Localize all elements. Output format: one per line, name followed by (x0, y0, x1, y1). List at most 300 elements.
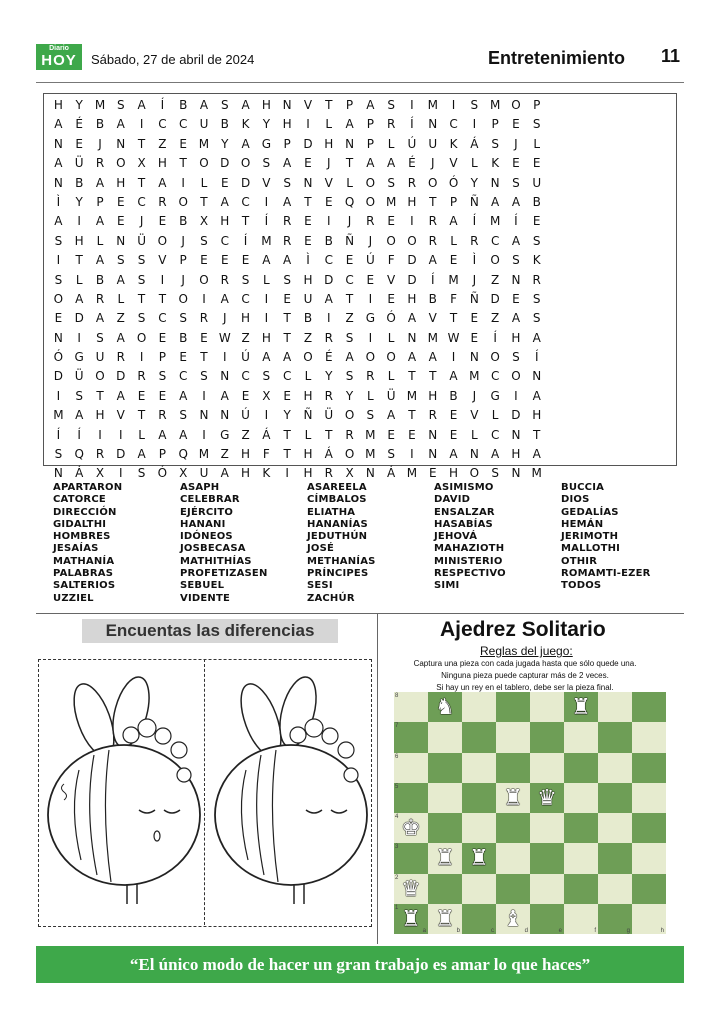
grid-letter: Z (345, 311, 354, 326)
grid-letter: E (449, 408, 458, 423)
grid-letter: S (179, 408, 187, 423)
grid-letter: E (75, 136, 83, 151)
square-g1[interactable] (598, 904, 632, 934)
grid-letter: R (345, 427, 354, 442)
grid-letter: T (283, 330, 291, 345)
grid-letter: S (283, 272, 291, 287)
grid-letter: B (179, 330, 188, 345)
square-e7[interactable] (530, 722, 564, 752)
square-a1[interactable] (394, 904, 428, 934)
grid-letter: O (116, 156, 126, 171)
word-item: JOSÉ (307, 543, 335, 555)
grid-letter: N (428, 447, 438, 462)
quote-banner: “El único modo de hacer un gran trabajo es amar lo que haces” (36, 946, 684, 983)
grid-letter: L (304, 427, 312, 442)
square-f2[interactable] (564, 874, 598, 904)
square-c5[interactable] (462, 783, 496, 813)
chess-piece-b1[interactable]: ♜ (435, 905, 455, 931)
square-d4[interactable] (496, 813, 530, 843)
word-item: CATORCE (53, 494, 106, 506)
grid-letter: S (75, 388, 83, 403)
square-g6[interactable] (598, 753, 632, 783)
grid-letter: B (303, 311, 313, 326)
grid-letter: É (408, 156, 416, 171)
grid-letter: R (199, 311, 209, 326)
grid-row (48, 251, 672, 270)
differences-title: Encuentas las diferencias (82, 619, 338, 643)
square-b7[interactable] (428, 722, 462, 752)
grid-letter: N (116, 136, 126, 151)
grid-letter: B (95, 117, 105, 132)
grid-letter: R (324, 466, 333, 481)
chess-board (394, 692, 666, 934)
grid-letter: O (303, 350, 313, 365)
square-a6[interactable] (394, 753, 428, 783)
square-b1[interactable] (428, 904, 462, 934)
grid-letter: A (199, 98, 209, 112)
word-item: APARTARON (53, 482, 123, 493)
grid-letter: S (262, 369, 271, 384)
grid-letter: U (95, 350, 105, 365)
grid-letter: S (96, 330, 104, 345)
square-f6[interactable] (564, 753, 598, 783)
grid-letter: E (54, 311, 63, 326)
chess-piece-e5[interactable]: ♛ (537, 784, 557, 810)
grid-letter: E (283, 388, 291, 403)
grid-letter: Y (262, 117, 271, 132)
grid-letter: N (469, 350, 479, 365)
word-item: HEMÁN (561, 518, 604, 530)
grid-letter: T (408, 408, 416, 423)
grid-letter: S (532, 311, 541, 326)
grid-letter: R (282, 233, 292, 248)
grid-letter: A (179, 388, 188, 403)
square-f5[interactable] (564, 783, 598, 813)
grid-row (48, 154, 672, 173)
square-e8[interactable] (530, 692, 564, 722)
grid-letter: C (137, 194, 146, 209)
grid-letter: A (491, 194, 500, 209)
square-f8[interactable] (564, 692, 598, 722)
square-b3[interactable] (428, 843, 462, 873)
grid-letter: D (74, 311, 84, 326)
grid-letter: E (304, 233, 312, 248)
grid-letter: A (116, 117, 125, 132)
word-item: UZZIEL (53, 592, 94, 604)
grid-letter: E (158, 330, 167, 345)
grid-letter: A (532, 388, 541, 403)
grid-letter: S (366, 408, 375, 423)
grid-letter: E (324, 194, 333, 209)
square-d7[interactable] (496, 722, 530, 752)
word-item: HASABÍAS (434, 518, 493, 530)
grid-letter: B (428, 291, 437, 306)
square-a4[interactable] (394, 813, 428, 843)
grid-letter: S (532, 291, 541, 306)
chess-piece-b3[interactable]: ♜ (435, 845, 455, 871)
grid-letter: A (137, 98, 146, 112)
grid-letter: Z (303, 330, 313, 345)
square-b5[interactable] (428, 783, 462, 813)
grid-letter: I (306, 117, 310, 132)
grid-letter: Ñ (303, 408, 313, 423)
chess-piece-a1[interactable]: ♜ (401, 905, 421, 931)
square-g8[interactable] (598, 692, 632, 722)
grid-letter: I (56, 253, 61, 268)
grid-letter: H (428, 388, 438, 403)
square-g2[interactable] (598, 874, 632, 904)
square-c4[interactable] (462, 813, 496, 843)
grid-letter: E (241, 388, 250, 403)
word-item: ZACHÚR (307, 592, 355, 604)
square-a5[interactable] (394, 783, 428, 813)
grid-letter: D (407, 272, 417, 287)
grid-letter: L (304, 369, 312, 384)
grid-letter: S (200, 369, 208, 384)
grid-letter: A (116, 272, 125, 287)
grid-letter: R (158, 408, 167, 423)
grid-letter: O (511, 369, 521, 384)
grid-letter: Ú (407, 136, 417, 151)
grid-letter: Z (116, 311, 125, 326)
grid-letter: Ü (137, 233, 146, 248)
grid-letter: C (490, 369, 500, 384)
grid-letter: Á (262, 427, 271, 442)
grid-letter: A (220, 291, 229, 306)
grid-row (48, 445, 672, 464)
file-label: c (491, 928, 494, 934)
grid-letter: N (365, 466, 375, 481)
square-e6[interactable] (530, 753, 564, 783)
grid-letter: É (324, 350, 333, 365)
word-item: ENSALZAR (434, 506, 495, 518)
grid-letter: E (116, 194, 125, 209)
grid-letter: I (368, 291, 373, 306)
square-e1[interactable] (530, 904, 564, 934)
square-b6[interactable] (428, 753, 462, 783)
grid-letter: I (514, 388, 518, 403)
grid-letter: A (220, 466, 229, 481)
grid-letter: S (116, 253, 125, 268)
square-f4[interactable] (564, 813, 598, 843)
grid-letter: X (137, 156, 146, 171)
grid-letter: I (264, 194, 269, 209)
square-d1[interactable] (496, 904, 530, 934)
logo-small-text: Diario (49, 45, 69, 52)
grid-letter: A (532, 447, 541, 462)
grid-letter: C (324, 253, 333, 268)
grid-letter: I (326, 311, 331, 326)
square-c8[interactable] (462, 692, 496, 722)
chess-piece-f8[interactable]: ♜ (571, 694, 591, 720)
grid-letter: A (345, 350, 354, 365)
grid-letter: S (54, 447, 63, 462)
square-f3[interactable] (564, 843, 598, 873)
grid-letter: S (470, 98, 479, 112)
word-item: SALTERIOS (53, 580, 116, 592)
grid-letter: A (345, 117, 354, 132)
grid-letter: H (220, 214, 230, 229)
square-h5[interactable] (632, 783, 666, 813)
bee-right-image (215, 673, 367, 904)
grid-letter: N (53, 136, 63, 151)
square-c3[interactable] (462, 843, 496, 873)
grid-letter: S (54, 272, 63, 287)
grid-letter: P (158, 350, 166, 365)
grid-letter: L (533, 136, 541, 151)
grid-letter: R (470, 233, 479, 248)
grid-letter: A (241, 98, 250, 112)
grid-letter: N (53, 330, 63, 345)
square-h1[interactable] (632, 904, 666, 934)
square-h7[interactable] (632, 722, 666, 752)
chess-piece-c3[interactable]: ♜ (469, 845, 489, 871)
grid-letter: C (241, 194, 250, 209)
grid-letter: E (158, 214, 167, 229)
rank-label: 2 (395, 874, 399, 881)
grid-letter: E (283, 291, 291, 306)
grid-letter: S (491, 136, 499, 151)
grid-row (48, 329, 672, 348)
grid-letter: K (532, 253, 541, 268)
grid-letter: O (199, 272, 209, 287)
square-d8[interactable] (496, 692, 530, 722)
grid-letter: M (53, 408, 64, 423)
grid-letter: N (511, 427, 521, 442)
square-e4[interactable] (530, 813, 564, 843)
grid-letter: V (428, 311, 437, 326)
word-list-column (434, 482, 561, 605)
file-label: f (594, 928, 596, 934)
grid-letter: Y (283, 408, 291, 423)
square-g3[interactable] (598, 843, 632, 873)
grid-row (48, 193, 672, 212)
grid-letter: E (532, 156, 541, 171)
square-g7[interactable] (598, 722, 632, 752)
grid-letter: O (365, 175, 376, 190)
word-item: SEBUEL (180, 580, 225, 592)
word-item: OTHIR (561, 555, 598, 567)
grid-letter: H (241, 447, 251, 462)
grid-letter: X (95, 466, 105, 481)
grid-letter: P (345, 98, 354, 112)
grid-letter: O (157, 233, 168, 248)
grid-letter: D (490, 291, 500, 306)
grid-letter: I (77, 330, 81, 345)
rank-label: 1 (395, 904, 399, 911)
square-c2[interactable] (462, 874, 496, 904)
square-a8[interactable] (394, 692, 428, 722)
grid-letter: L (387, 369, 395, 384)
grid-letter: V (470, 408, 479, 423)
grid-letter: X (199, 214, 209, 229)
grid-row (48, 367, 672, 386)
grid-letter: V (116, 408, 125, 423)
grid-letter: G (220, 427, 230, 442)
square-h6[interactable] (632, 753, 666, 783)
word-item: GEDALÍAS (561, 506, 619, 518)
grid-letter: D (116, 447, 126, 462)
grid-letter: O (428, 175, 438, 190)
grid-letter: U (428, 136, 438, 151)
grid-letter: I (223, 350, 227, 365)
square-a2[interactable] (394, 874, 428, 904)
grid-letter: P (491, 117, 499, 132)
grid-letter: A (158, 175, 167, 190)
square-h4[interactable] (632, 813, 666, 843)
grid-letter: R (158, 194, 167, 209)
grid-letter: S (532, 117, 541, 132)
grid-letter: H (449, 466, 459, 481)
square-c1[interactable] (462, 904, 496, 934)
grid-letter: Ó (448, 175, 459, 190)
square-e3[interactable] (530, 843, 564, 873)
grid-letter: C (449, 117, 458, 132)
chess-piece-b8[interactable]: ♞ (435, 694, 455, 720)
word-item: DAVID (434, 494, 471, 506)
grid-letter: H (157, 156, 167, 171)
grid-letter: Í (410, 117, 414, 132)
grid-letter: N (116, 233, 126, 248)
square-e5[interactable] (530, 783, 564, 813)
word-item: JEHOVÁ (434, 531, 478, 543)
grid-letter: T (137, 136, 146, 151)
square-b4[interactable] (428, 813, 462, 843)
grid-letter: E (304, 214, 312, 229)
grid-letter: I (77, 214, 81, 229)
chess-piece-d5[interactable]: ♜ (503, 784, 523, 810)
grid-letter: O (344, 408, 355, 423)
grid-letter: G (261, 136, 272, 151)
rank-label: 4 (395, 814, 399, 820)
grid-letter: I (368, 330, 373, 345)
grid-letter: R (407, 175, 417, 190)
grid-letter: E (470, 330, 479, 345)
square-e2[interactable] (530, 874, 564, 904)
differences-divider (204, 659, 205, 925)
grid-letter: H (261, 98, 271, 112)
square-h3[interactable] (632, 843, 666, 873)
grid-letter: A (158, 427, 167, 442)
grid-letter: H (53, 98, 63, 112)
word-item: PROFETIZASEN (180, 568, 268, 580)
square-d6[interactable] (496, 753, 530, 783)
grid-letter: X (262, 388, 271, 403)
grid-letter: H (511, 447, 521, 462)
square-g5[interactable] (598, 783, 632, 813)
grid-letter: N (282, 98, 292, 112)
grid-letter: D (407, 253, 417, 268)
grid-letter: O (386, 233, 396, 248)
square-d5[interactable] (496, 783, 530, 813)
chess-piece-a4[interactable]: ♚ (401, 815, 421, 841)
grid-letter: Á (75, 466, 84, 481)
logo-big-text: HOY (41, 52, 77, 69)
grid-letter: F (262, 447, 270, 462)
grid-row (48, 426, 672, 445)
grid-letter: D (116, 369, 126, 384)
grid-row (48, 174, 672, 193)
grid-letter: R (324, 330, 333, 345)
chess-piece-d1[interactable]: ♝ (503, 905, 523, 931)
grid-letter: Í (160, 98, 165, 112)
grid-letter: R (428, 214, 437, 229)
square-h2[interactable] (632, 874, 666, 904)
square-g4[interactable] (598, 813, 632, 843)
square-d3[interactable] (496, 843, 530, 873)
grid-letter: G (365, 311, 375, 326)
grid-letter: P (366, 117, 374, 132)
word-item: SESI (307, 580, 333, 592)
grid-letter: A (428, 350, 437, 365)
square-a3[interactable] (394, 843, 428, 873)
chess-piece-a2[interactable]: ♛ (401, 875, 421, 901)
grid-letter: Z (491, 311, 500, 326)
word-item: SIMI (434, 580, 460, 592)
word-item: HANANÍAS (307, 518, 368, 530)
grid-letter: P (283, 136, 291, 151)
grid-letter: Í (493, 330, 497, 345)
rank-label: 7 (395, 723, 399, 730)
grid-letter: I (410, 214, 414, 229)
grid-letter: Y (470, 175, 478, 190)
grid-letter: H (532, 408, 542, 423)
grid-row (48, 387, 672, 406)
square-b8[interactable] (428, 692, 462, 722)
section-title: Entretenimiento (488, 48, 626, 68)
square-h8[interactable] (632, 692, 666, 722)
grid-letter: C (282, 369, 292, 384)
grid-letter: E (512, 117, 520, 132)
grid-letter: N (490, 175, 500, 190)
grid-letter: E (241, 253, 250, 268)
grid-letter: E (200, 253, 208, 268)
square-f1[interactable] (564, 904, 598, 934)
grid-row (48, 135, 672, 154)
grid-letter: E (387, 427, 395, 442)
grid-letter: M (489, 98, 501, 112)
grid-letter: R (324, 388, 333, 403)
bee-left-image (48, 673, 200, 904)
word-list-column (180, 482, 307, 605)
square-b2[interactable] (428, 874, 462, 904)
grid-letter: T (429, 369, 437, 384)
grid-letter: E (366, 272, 375, 287)
grid-letter: U (303, 291, 313, 306)
grid-letter: O (386, 350, 396, 365)
grid-letter: R (95, 447, 105, 462)
grid-letter: P (449, 194, 458, 209)
grid-letter: A (532, 330, 541, 345)
word-item: ROMAMTI-EZER (561, 568, 651, 580)
grid-letter: Á (387, 466, 396, 481)
word-item: VIDENTE (180, 592, 231, 604)
square-f7[interactable] (564, 722, 598, 752)
grid-letter: A (137, 447, 146, 462)
grid-letter: Ú (241, 408, 250, 423)
page-header (36, 42, 684, 83)
grid-letter: D (511, 408, 521, 423)
square-c6[interactable] (462, 753, 496, 783)
grid-letter: A (449, 214, 458, 229)
square-d2[interactable] (496, 874, 530, 904)
grid-letter: B (95, 272, 105, 287)
grid-letter: S (387, 447, 395, 462)
square-c7[interactable] (462, 722, 496, 752)
grid-letter: E (387, 291, 395, 306)
square-a7[interactable] (394, 722, 428, 752)
grid-letter: D (53, 369, 64, 384)
